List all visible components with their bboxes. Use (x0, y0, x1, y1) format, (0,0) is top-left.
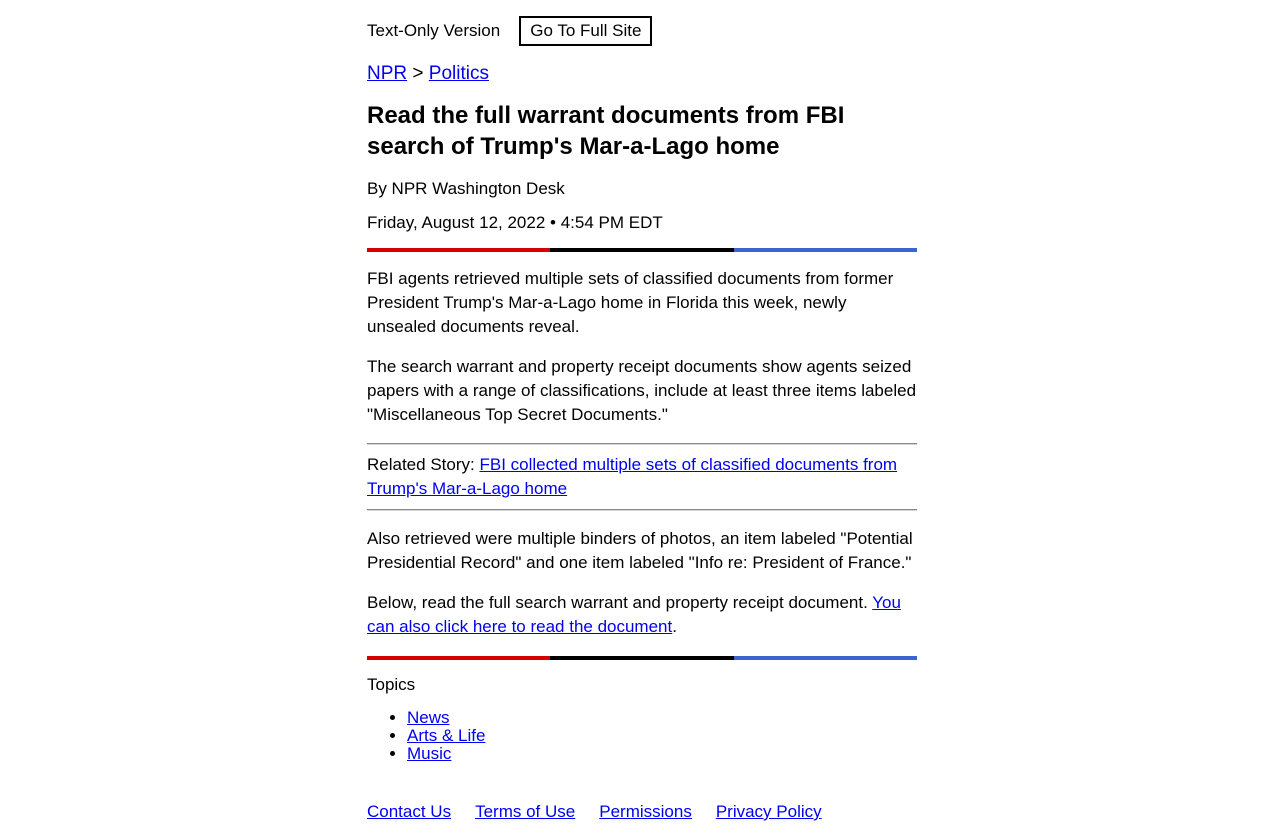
footer-links (367, 802, 846, 822)
topic-item-arts-life (407, 727, 485, 745)
go-to-full-site-button[interactable]: Go To Full Site (519, 16, 652, 46)
divider-red-segment (367, 656, 550, 660)
topic-item-music (407, 745, 485, 763)
paragraph-4-text: Below, read the full search warrant and property receipt document. (367, 593, 873, 612)
article-byline: By NPR Washington Desk (367, 179, 565, 198)
footer-privacy-policy-link[interactable]: Privacy Policy (715, 802, 822, 821)
breadcrumb-politics-link[interactable]: Politics (428, 63, 489, 84)
divider-blue-segment (734, 656, 917, 660)
tricolor-divider-bottom (367, 656, 917, 660)
footer-permissions-link[interactable]: Permissions (599, 802, 692, 821)
related-story-label: Related Story: (367, 455, 475, 474)
topics-heading: Topics (367, 675, 416, 694)
related-divider-top (367, 443, 917, 445)
top-bar (367, 16, 652, 46)
divider-blue-segment (734, 248, 917, 252)
related-story (367, 453, 917, 501)
paragraph-4-tail: . (672, 617, 677, 636)
topic-link-arts-life[interactable]: Arts & Life (407, 726, 486, 745)
read-document-link[interactable]: You can also click here to read the document (367, 593, 901, 636)
topic-link-news[interactable]: News (407, 708, 450, 727)
article-dateline: Friday, August 12, 2022 • 4:54 PM EDT (367, 213, 663, 232)
article-paragraph-3: Also retrieved were multiple binders of photos, an item labeled "Potential Presidential Record" and one item labeled "Info re: President of France." (367, 529, 913, 572)
related-divider-bottom (367, 509, 917, 511)
divider-black-segment (550, 248, 733, 252)
article-paragraph-4 (367, 591, 917, 639)
divider-black-segment (550, 656, 733, 660)
divider-red-segment (367, 248, 550, 252)
article-title: Read the full warrant documents from FBI search of Trump's Mar-a-Lago home (367, 102, 845, 160)
breadcrumb-separator: > (412, 63, 424, 84)
related-story-link[interactable]: FBI collected multiple sets of classified documents from Trump's Mar-a-Lago home (367, 455, 898, 498)
article-paragraph-1: FBI agents retrieved multiple sets of classified documents from former President Trump's Mar-a-Lago home in Florida this week, newly unsealed documents reveal. (367, 269, 894, 336)
footer-terms-of-use-link[interactable]: Terms of Use (475, 802, 576, 821)
tricolor-divider-top (367, 248, 917, 252)
breadcrumb (367, 63, 489, 85)
topics-list (367, 709, 485, 763)
article-paragraph-2: The search warrant and property receipt documents show agents seized papers with a range of classifications, include at least three items labeled "Miscellaneous Top Secret Documents." (367, 357, 917, 424)
topic-item-news (407, 709, 485, 727)
breadcrumb-npr-link[interactable]: NPR (367, 63, 408, 84)
topic-link-music[interactable]: Music (407, 744, 452, 763)
text-only-label: Text-Only Version (367, 21, 501, 40)
footer-contact-us-link[interactable]: Contact Us (367, 802, 452, 821)
